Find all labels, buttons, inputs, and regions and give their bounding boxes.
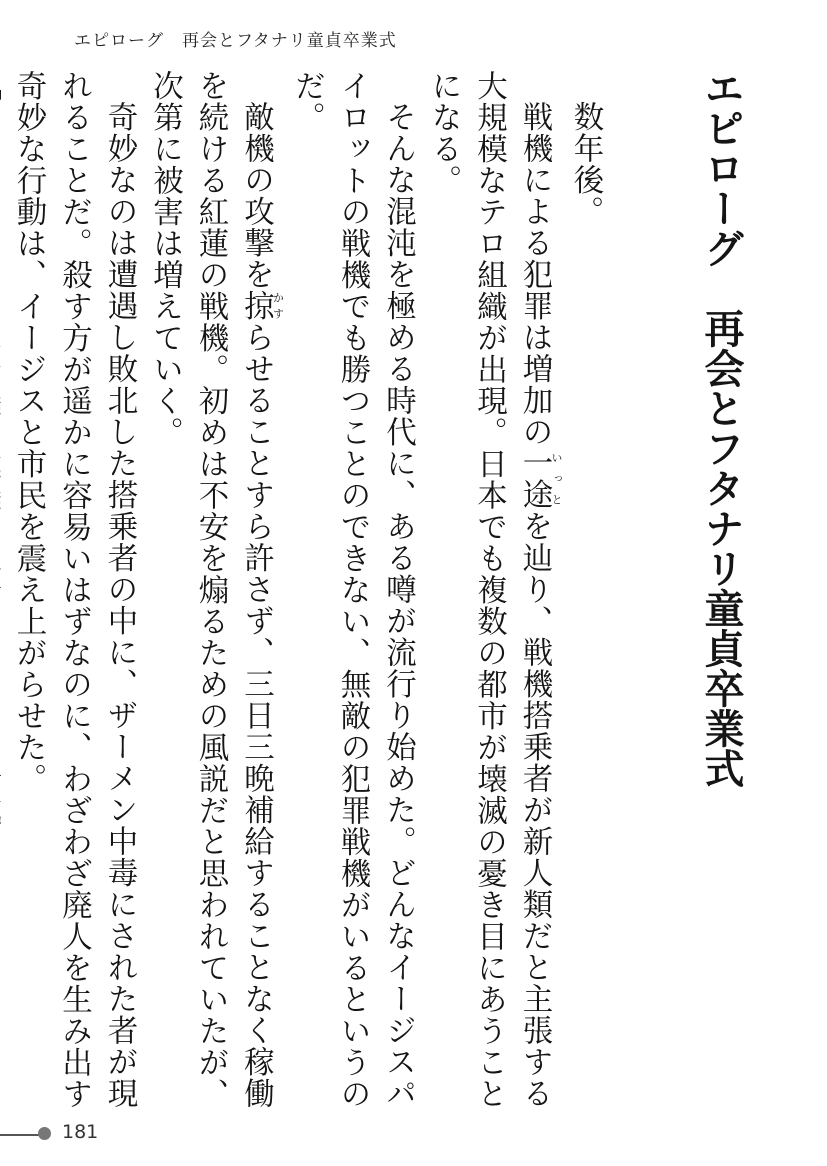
footer-dot-icon xyxy=(38,1127,51,1140)
chapter-heading xyxy=(691,68,751,788)
paragraph-2 xyxy=(421,70,563,1120)
dialogue-line xyxy=(0,70,6,1120)
chapter-label: エピローグ xyxy=(698,68,745,268)
paragraph-4 xyxy=(142,70,284,1120)
page-number: 181 xyxy=(62,1121,99,1143)
running-header: エピローグ 再会とフタナリ童貞卒業式 xyxy=(74,31,397,51)
paragraph-2-text-a: 戦機による犯罪は増加の xyxy=(517,100,552,447)
ruby-itto xyxy=(517,447,563,510)
paragraph-5: 奇妙なのは遭遇し敗北した搭乗者の中に、ザーメン中毒にされた者が現れることだ。殺す方が遥かに容易いはずなのに、わざわざ廃人を生み出す奇妙な行動は、イージスと市民を震え上がらせた。 xyxy=(11,70,137,1110)
ruby-kasu-reading: かす xyxy=(271,289,285,321)
ruby-itto-reading: いっと xyxy=(550,447,563,510)
body-text xyxy=(11,70,608,1120)
footer-rule xyxy=(0,1134,42,1136)
paragraph-1: 数年後。 xyxy=(568,100,603,227)
chapter-title: 再会とフタナリ童貞卒業式 xyxy=(698,308,745,788)
ruby-kasu-base: 掠 xyxy=(238,289,274,321)
paragraph-3: そんな混沌を極める時代に、ある噂が流行り始めた。どんなイージスパイロットの戦機でも勝つことのできない、無敵の犯罪戦機がいるというのだ。 xyxy=(289,70,416,1110)
paragraph-4-text-b: らせることすら許さず、三日三晩補給することなく稼働を続ける紅蓮の戦機。初めは不安を煽るための風説だと思われていたが、次第に被害は増えていく。 xyxy=(147,70,274,1110)
ruby-itto-base: 一途 xyxy=(517,447,552,510)
paragraph-4-text-a: 敵機の攻撃を xyxy=(238,100,274,290)
ruby-kasu xyxy=(238,289,285,322)
paragraph-2-text-b: を辿り、戦機搭乗者が新人類だと主張する大規模なテロ組織が出現。日本でも複数の都市が壊滅の憂き目にあうことになる。 xyxy=(426,70,552,1110)
